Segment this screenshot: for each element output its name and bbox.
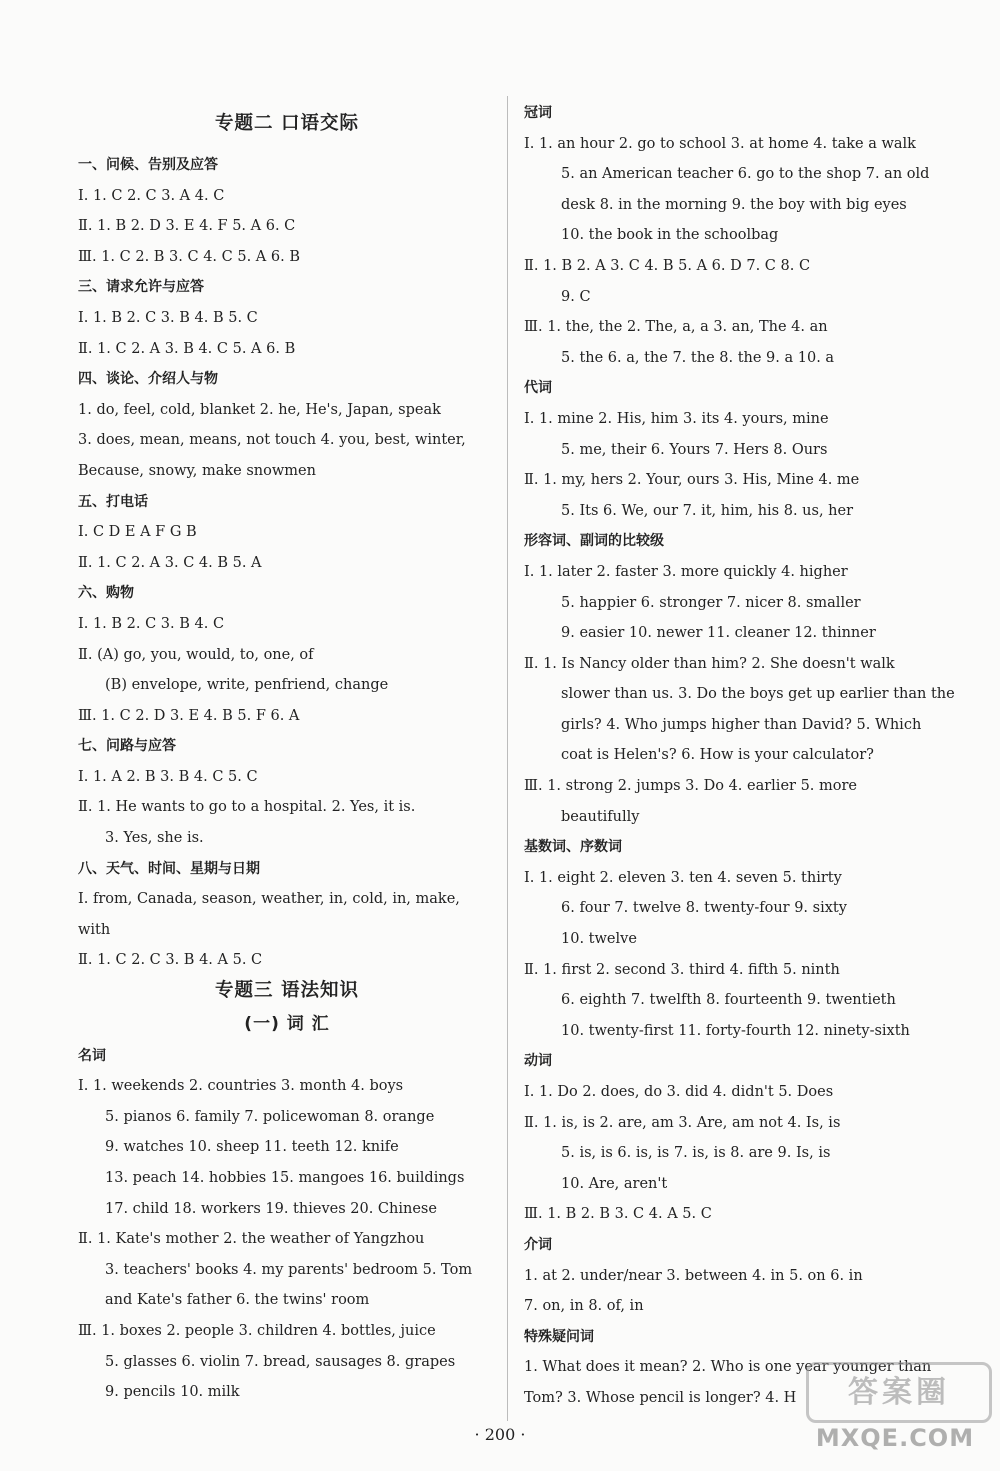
answer-line: 3. Yes, she is. xyxy=(105,830,204,847)
answer-line: girls? 4. Who jumps higher than David? 5. Which xyxy=(561,716,922,733)
answer-line: 1. What does it mean? 2. Who is one year younger than xyxy=(524,1359,932,1376)
answer-line: and Kate's father 6. the twins' room xyxy=(105,1292,370,1309)
answer-line: Ⅱ. (A) go, you, would, to, one, of xyxy=(78,646,314,663)
section-heading: 名词 xyxy=(78,1047,106,1064)
answer-line: Ⅰ. 1. Do 2. does, do 3. did 4. didn't 5. Does xyxy=(524,1084,834,1100)
answer-line: Ⅲ. 1. strong 2. jumps 3. Do 4. earlier 5. more xyxy=(524,778,858,795)
answer-line: 10. Are, aren't xyxy=(561,1175,668,1192)
section-heading: 形容词、副词的比较级 xyxy=(524,533,664,550)
answer-line: 10. the book in the schoolbag xyxy=(561,227,779,244)
answer-line: 3. teachers' books 4. my parents' bedroom 5. Tom xyxy=(105,1261,473,1278)
watermark-logo: 答案圈 xyxy=(806,1362,992,1423)
watermark-url: MXQE.COM xyxy=(815,1424,975,1452)
answer-line: Ⅰ. 1. B 2. C 3. B 4. B 5. C xyxy=(78,309,258,326)
answer-line: Ⅲ. 1. B 2. B 3. C 4. A 5. C xyxy=(524,1206,712,1223)
watermark xyxy=(800,1362,990,1462)
answer-line: 6. eighth 7. twelfth 8. fourteenth 9. twentieth xyxy=(561,992,896,1009)
answer-line: 3. does, mean, means, not touch 4. you, best, winter, xyxy=(78,432,466,449)
answer-line: Ⅱ. 1. first 2. second 3. third 4. fifth 5. ninth xyxy=(524,961,840,978)
answer-line: Ⅱ. 1. C 2. A 3. C 4. B 5. A xyxy=(78,554,262,571)
section-heading: 六、购物 xyxy=(78,585,134,602)
right-column xyxy=(524,98,956,1414)
answer-line: Ⅱ. 1. B 2. A 3. C 4. B 5. A 6. D 7. C 8. C xyxy=(524,257,811,274)
left-column xyxy=(78,98,496,1408)
section-heading: 介词 xyxy=(524,1236,552,1253)
answer-line: Ⅲ. 1. boxes 2. people 3. children 4. bottles, juice xyxy=(78,1322,436,1339)
section-heading: 冠词 xyxy=(524,105,552,121)
answer-line: 5. pianos 6. family 7. policewoman 8. orange xyxy=(105,1108,435,1125)
answer-line: 9. pencils 10. milk xyxy=(105,1384,240,1401)
answer-line: Ⅰ. 1. an hour 2. go to school 3. at home 4. take a walk xyxy=(524,135,916,152)
section-heading: 三、请求允许与应答 xyxy=(78,279,204,296)
answer-line: Ⅰ. 1. B 2. C 3. B 4. C xyxy=(78,615,225,632)
answer-line: 17. child 18. workers 19. thieves 20. Chinese xyxy=(105,1200,437,1217)
answer-line: Ⅲ. 1. C 2. B 3. C 4. C 5. A 6. B xyxy=(78,248,300,265)
answer-line: Ⅲ. 1. C 2. D 3. E 4. B 5. F 6. A xyxy=(78,707,300,724)
answer-line: 9. watches 10. sheep 11. teeth 12. knife xyxy=(105,1139,399,1156)
answer-line: 13. peach 14. hobbies 15. mangoes 16. buildings xyxy=(105,1170,465,1186)
answer-line: Ⅰ. 1. weekends 2. countries 3. month 4. boys xyxy=(78,1078,404,1095)
answer-line: (B) envelope, write, penfriend, change xyxy=(105,677,389,694)
column-divider xyxy=(507,96,508,1421)
answer-line: coat is Helen's? 6. How is your calculator? xyxy=(561,747,874,764)
section-title: 专题二 口语交际 xyxy=(215,113,359,134)
page-number: · 200 · xyxy=(474,1425,526,1444)
answer-line: 9. easier 10. newer 11. cleaner 12. thinner xyxy=(561,625,876,642)
answer-line: Ⅱ. 1. B 2. D 3. E 4. F 5. A 6. C xyxy=(78,218,296,235)
answer-line: Ⅱ. 1. C 2. C 3. B 4. A 5. C xyxy=(78,952,263,969)
answer-line: Ⅰ. 1. A 2. B 3. B 4. C 5. C xyxy=(78,768,258,785)
answer-line: 5. the 6. a, the 7. the 8. the 9. a 10. a xyxy=(561,349,835,366)
answer-line: Ⅱ. 1. my, hers 2. Your, ours 3. His, Mine 4. me xyxy=(524,472,860,489)
answer-line: Ⅰ. C D E A F G B xyxy=(78,524,197,541)
answer-line: 10. twelve xyxy=(561,931,637,948)
answer-line: Ⅲ. 1. the, the 2. The, a, a 3. an, The 4. an xyxy=(524,319,828,336)
section-heading: 动词 xyxy=(524,1053,552,1070)
section-heading: 基数词、序数词 xyxy=(524,839,622,856)
answer-line: 5. glasses 6. violin 7. bread, sausages 8. grapes xyxy=(105,1353,456,1370)
section-heading: 代词 xyxy=(524,380,552,397)
answer-line: with xyxy=(78,921,111,938)
answer-line: Ⅱ. 1. is, is 2. are, am 3. Are, am not 4. Is, is xyxy=(524,1114,841,1131)
answer-line: Ⅰ. 1. mine 2. His, him 3. its 4. yours, mine xyxy=(524,410,829,427)
answer-line: desk 8. in the morning 9. the boy with big eyes xyxy=(561,196,907,213)
answer-line: Tom? 3. Whose pencil is longer? 4. H xyxy=(524,1389,797,1406)
answer-line: 5. an American teacher 6. go to the shop 7. an old xyxy=(561,166,930,183)
answer-line: 5. me, their 6. Yours 7. Hers 8. Ours xyxy=(561,441,828,458)
answer-line: Ⅰ. 1. later 2. faster 3. more quickly 4. higher xyxy=(524,563,848,580)
answer-line: Ⅱ. 1. Is Nancy older than him? 2. She doesn't walk xyxy=(524,655,895,672)
section-heading: 八、天气、时间、星期与日期 xyxy=(78,860,260,877)
answer-line: Ⅰ. from, Canada, season, weather, in, cold, in, make, xyxy=(78,891,460,908)
answer-line: Ⅱ. 1. He wants to go to a hospital. 2. Yes, it is. xyxy=(78,799,416,816)
section-title: (一) 词 汇 xyxy=(244,1013,330,1034)
answer-line: Because, snowy, make snowmen xyxy=(78,462,316,479)
answer-line: 10. twenty-first 11. forty-fourth 12. ninety-sixth xyxy=(561,1022,910,1039)
answer-line: Ⅰ. 1. C 2. C 3. A 4. C xyxy=(78,187,225,204)
answer-line: slower than us. 3. Do the boys get up earlier than the xyxy=(561,686,955,703)
answer-line: Ⅱ. 1. C 2. A 3. B 4. C 5. A 6. B xyxy=(78,340,296,357)
answer-line: 1. at 2. under/near 3. between 4. in 5. on 6. in xyxy=(524,1267,863,1284)
answer-line: 7. on, in 8. of, in xyxy=(524,1298,644,1315)
section-title: 专题三 语法知识 xyxy=(215,980,359,1002)
section-heading: 五、打电话 xyxy=(78,493,148,510)
section-heading: 七、问路与应答 xyxy=(78,738,176,755)
section-heading: 特殊疑问词 xyxy=(524,1328,594,1345)
answer-line: beautifully xyxy=(561,808,640,825)
section-heading: 一、问候、告别及应答 xyxy=(78,157,218,173)
answer-line: 5. Its 6. We, our 7. it, him, his 8. us, her xyxy=(561,502,854,519)
section-heading: 四、谈论、介绍人与物 xyxy=(78,371,218,388)
answer-line: Ⅱ. 1. Kate's mother 2. the weather of Yangzhou xyxy=(78,1231,425,1248)
answer-line: 1. do, feel, cold, blanket 2. he, He's, Japan, speak xyxy=(78,401,441,418)
answer-line: 5. happier 6. stronger 7. nicer 8. smaller xyxy=(561,594,861,611)
answer-line: 9. C xyxy=(561,288,591,305)
answer-line: 5. is, is 6. is, is 7. is, is 8. are 9. Is, is xyxy=(561,1145,831,1162)
answer-line: Ⅰ. 1. eight 2. eleven 3. ten 4. seven 5. thirty xyxy=(524,869,842,886)
answer-line: 6. four 7. twelve 8. twenty-four 9. sixty xyxy=(561,900,847,917)
